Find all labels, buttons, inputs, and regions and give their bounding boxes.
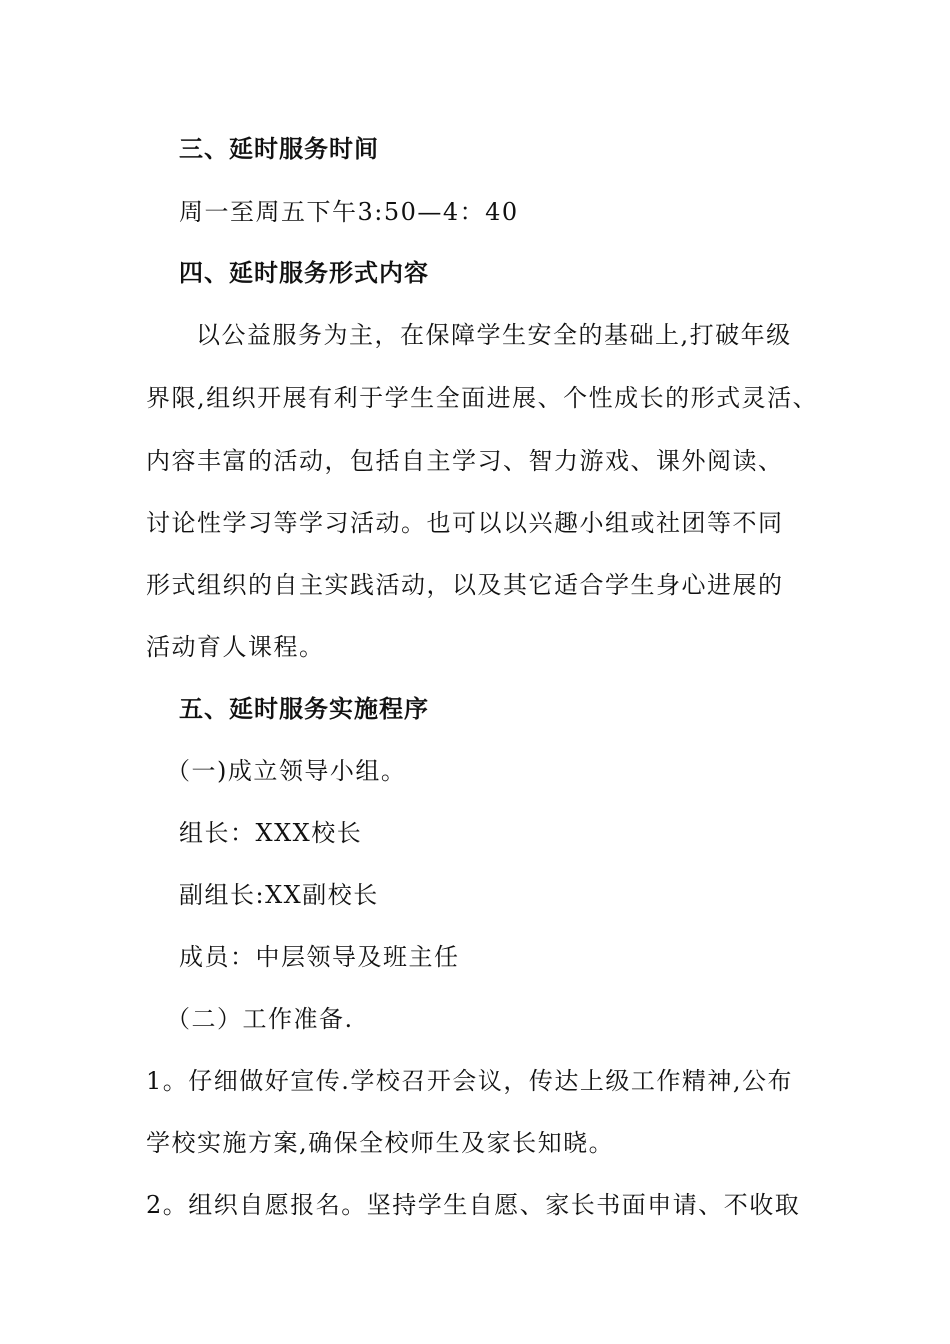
paragraph-line: 讨论性学习等学习活动。也可以以兴趣小组或社团等不同 xyxy=(146,509,784,537)
subsection-1-title: （一)成立领导小组。 xyxy=(166,757,407,785)
service-time-text: 周一至周五下午3:50—4：40 xyxy=(179,198,519,226)
section-3-heading: 三、延时服务时间 xyxy=(179,135,379,163)
group-leader-text: 组长：XXX校长 xyxy=(179,819,363,847)
deputy-leader-text: 副组长:XX副校长 xyxy=(179,881,379,909)
paragraph-line: 活动育人课程。 xyxy=(146,633,325,661)
list-item-line: 2。组织自愿报名。坚持学生自愿、家长书面申请、不收取 xyxy=(146,1191,801,1219)
list-item-line: 学校实施方案,确保全校师生及家长知晓。 xyxy=(146,1129,615,1157)
section-4-heading: 四、延时服务形式内容 xyxy=(179,259,429,287)
list-item-line: 1。仔细做好宣传.学校召开会议，传达上级工作精神,公布 xyxy=(146,1067,794,1095)
members-text: 成员：中层领导及班主任 xyxy=(179,943,460,971)
paragraph-line: 界限,组织开展有利于学生全面进展、个性成长的形式灵活、 xyxy=(146,384,819,412)
subsection-2-title: （二）工作准备. xyxy=(166,1005,354,1033)
paragraph-line: 以公益服务为主，在保障学生安全的基础上,打破年级 xyxy=(196,321,792,349)
paragraph-line: 内容丰富的活动，包括自主学习、智力游戏、课外阅读、 xyxy=(146,447,784,475)
paragraph-line: 形式组织的自主实践活动，以及其它适合学生身心进展的 xyxy=(146,571,784,599)
section-5-heading: 五、延时服务实施程序 xyxy=(179,695,429,723)
